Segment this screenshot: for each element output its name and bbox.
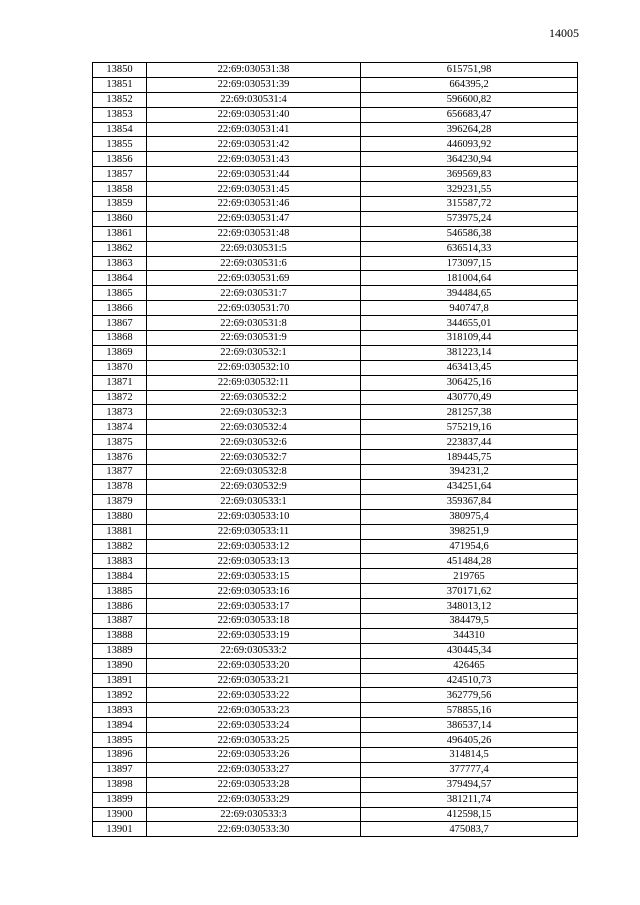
value-cell: 426465 (361, 658, 578, 673)
cadastral-number-cell: 22:69:030531:47 (147, 211, 361, 226)
value-cell: 664395,2 (361, 77, 578, 92)
table-row (93, 420, 578, 435)
table-row (93, 494, 578, 509)
row-number-cell: 13891 (93, 673, 147, 688)
table-row (93, 599, 578, 614)
cadastral-number-cell: 22:69:030533:11 (147, 524, 361, 539)
table-row (93, 390, 578, 405)
value-cell: 380975,4 (361, 509, 578, 524)
cadastral-number-cell: 22:69:030533:19 (147, 628, 361, 643)
row-number-cell: 13861 (93, 226, 147, 241)
table-row (93, 107, 578, 122)
value-cell: 430445,34 (361, 643, 578, 658)
table-row (93, 345, 578, 360)
value-cell: 315587,72 (361, 197, 578, 212)
table-row (93, 718, 578, 733)
value-cell: 636514,33 (361, 241, 578, 256)
cadastral-number-cell: 22:69:030532:6 (147, 435, 361, 450)
row-number-cell: 13882 (93, 539, 147, 554)
table-row (93, 450, 578, 465)
row-number-cell: 13900 (93, 807, 147, 822)
row-number-cell: 13893 (93, 703, 147, 718)
table-row (93, 63, 578, 78)
value-cell: 424510,73 (361, 673, 578, 688)
cadastral-number-cell: 22:69:030533:30 (147, 822, 361, 837)
row-number-cell: 13866 (93, 301, 147, 316)
row-number-cell: 13871 (93, 375, 147, 390)
table-row (93, 375, 578, 390)
value-cell: 396264,28 (361, 122, 578, 137)
table-row (93, 524, 578, 539)
value-cell: 573975,24 (361, 211, 578, 226)
cadastral-number-cell: 22:69:030533:25 (147, 733, 361, 748)
cadastral-number-cell: 22:69:030531:45 (147, 182, 361, 197)
value-cell: 344655,01 (361, 316, 578, 331)
table-row (93, 584, 578, 599)
cadastral-number-cell: 22:69:030533:20 (147, 658, 361, 673)
table-row (93, 435, 578, 450)
value-cell: 329231,55 (361, 182, 578, 197)
row-number-cell: 13881 (93, 524, 147, 539)
value-cell: 471954,6 (361, 539, 578, 554)
row-number-cell: 13883 (93, 554, 147, 569)
row-number-cell: 13868 (93, 331, 147, 346)
row-number-cell: 13892 (93, 688, 147, 703)
row-number-cell: 13852 (93, 92, 147, 107)
cadastral-number-cell: 22:69:030533:22 (147, 688, 361, 703)
cadastral-number-cell: 22:69:030532:10 (147, 360, 361, 375)
cadastral-number-cell: 22:69:030531:4 (147, 92, 361, 107)
row-number-cell: 13877 (93, 465, 147, 480)
cadastral-number-cell: 22:69:030533:26 (147, 747, 361, 762)
cadastral-number-cell: 22:69:030531:38 (147, 63, 361, 78)
table-row (93, 569, 578, 584)
value-cell: 412598,15 (361, 807, 578, 822)
cadastral-number-cell: 22:69:030533:28 (147, 777, 361, 792)
row-number-cell: 13878 (93, 479, 147, 494)
value-cell: 463413,45 (361, 360, 578, 375)
page-number: 14005 (549, 26, 579, 40)
row-number-cell: 13863 (93, 256, 147, 271)
row-number-cell: 13853 (93, 107, 147, 122)
table-row (93, 226, 578, 241)
table-row (93, 613, 578, 628)
table-row (93, 167, 578, 182)
table-row (93, 286, 578, 301)
cadastral-number-cell: 22:69:030531:69 (147, 271, 361, 286)
table-row (93, 703, 578, 718)
row-number-cell: 13898 (93, 777, 147, 792)
row-number-cell: 13864 (93, 271, 147, 286)
table-row (93, 733, 578, 748)
row-number-cell: 13884 (93, 569, 147, 584)
row-number-cell: 13879 (93, 494, 147, 509)
table-row (93, 554, 578, 569)
cadastral-number-cell: 22:69:030531:46 (147, 197, 361, 212)
table-row (93, 256, 578, 271)
cadastral-number-cell: 22:69:030532:4 (147, 420, 361, 435)
value-cell: 386537,14 (361, 718, 578, 733)
cadastral-number-cell: 22:69:030532:7 (147, 450, 361, 465)
value-cell: 575219,16 (361, 420, 578, 435)
cadastral-number-cell: 22:69:030533:17 (147, 599, 361, 614)
cadastral-number-cell: 22:69:030533:13 (147, 554, 361, 569)
row-number-cell: 13867 (93, 316, 147, 331)
cadastral-number-cell: 22:69:030533:16 (147, 584, 361, 599)
value-cell: 359367,84 (361, 494, 578, 509)
cadastral-number-cell: 22:69:030532:11 (147, 375, 361, 390)
row-number-cell: 13865 (93, 286, 147, 301)
table-row (93, 360, 578, 375)
row-number-cell: 13874 (93, 420, 147, 435)
value-cell: 475083,7 (361, 822, 578, 837)
row-number-cell: 13855 (93, 137, 147, 152)
row-number-cell: 13872 (93, 390, 147, 405)
value-cell: 381223,14 (361, 345, 578, 360)
row-number-cell: 13862 (93, 241, 147, 256)
value-cell: 377777,4 (361, 762, 578, 777)
value-cell: 369569,83 (361, 167, 578, 182)
value-cell: 615751,98 (361, 63, 578, 78)
table-row (93, 465, 578, 480)
table-row (93, 271, 578, 286)
table-row (93, 792, 578, 807)
value-cell: 384479,5 (361, 613, 578, 628)
table-row (93, 152, 578, 167)
row-number-cell: 13895 (93, 733, 147, 748)
row-number-cell: 13858 (93, 182, 147, 197)
cadastral-number-cell: 22:69:030533:24 (147, 718, 361, 733)
value-cell: 434251,64 (361, 479, 578, 494)
value-cell: 370171,62 (361, 584, 578, 599)
cadastral-number-cell: 22:69:030531:70 (147, 301, 361, 316)
table-row (93, 405, 578, 420)
value-cell: 348013,12 (361, 599, 578, 614)
row-number-cell: 13873 (93, 405, 147, 420)
value-cell: 656683,47 (361, 107, 578, 122)
value-cell: 318109,44 (361, 331, 578, 346)
row-number-cell: 13869 (93, 345, 147, 360)
table-row (93, 777, 578, 792)
value-cell: 596600,82 (361, 92, 578, 107)
table-row (93, 331, 578, 346)
table-row (93, 479, 578, 494)
table-row (93, 211, 578, 226)
cadastral-number-cell: 22:69:030533:10 (147, 509, 361, 524)
row-number-cell: 13897 (93, 762, 147, 777)
table-row (93, 137, 578, 152)
table-row (93, 509, 578, 524)
table-body (93, 63, 578, 837)
cadastral-number-cell: 22:69:030531:43 (147, 152, 361, 167)
row-number-cell: 13859 (93, 197, 147, 212)
table-row (93, 628, 578, 643)
value-cell: 181004,64 (361, 271, 578, 286)
data-table (92, 62, 578, 837)
cadastral-number-cell: 22:69:030531:5 (147, 241, 361, 256)
value-cell: 394231,2 (361, 465, 578, 480)
table-row (93, 688, 578, 703)
value-cell: 379494,57 (361, 777, 578, 792)
row-number-cell: 13856 (93, 152, 147, 167)
cadastral-number-cell: 22:69:030531:48 (147, 226, 361, 241)
row-number-cell: 13860 (93, 211, 147, 226)
value-cell: 314814,5 (361, 747, 578, 762)
value-cell: 362779,56 (361, 688, 578, 703)
table-row (93, 643, 578, 658)
value-cell: 219765 (361, 569, 578, 584)
row-number-cell: 13885 (93, 584, 147, 599)
row-number-cell: 13880 (93, 509, 147, 524)
cadastral-number-cell: 22:69:030533:12 (147, 539, 361, 554)
value-cell: 306425,16 (361, 375, 578, 390)
table-row (93, 92, 578, 107)
row-number-cell: 13888 (93, 628, 147, 643)
cadastral-number-cell: 22:69:030531:44 (147, 167, 361, 182)
cadastral-number-cell: 22:69:030531:7 (147, 286, 361, 301)
row-number-cell: 13901 (93, 822, 147, 837)
value-cell: 430770,49 (361, 390, 578, 405)
cadastral-number-cell: 22:69:030532:3 (147, 405, 361, 420)
table-row (93, 301, 578, 316)
row-number-cell: 13851 (93, 77, 147, 92)
row-number-cell: 13887 (93, 613, 147, 628)
cadastral-number-cell: 22:69:030533:29 (147, 792, 361, 807)
cadastral-number-cell: 22:69:030532:2 (147, 390, 361, 405)
cadastral-number-cell: 22:69:030532:9 (147, 479, 361, 494)
cadastral-number-cell: 22:69:030531:40 (147, 107, 361, 122)
table-row (93, 658, 578, 673)
table-row (93, 807, 578, 822)
cadastral-number-cell: 22:69:030533:23 (147, 703, 361, 718)
cadastral-number-cell: 22:69:030532:1 (147, 345, 361, 360)
value-cell: 451484,28 (361, 554, 578, 569)
table-row (93, 77, 578, 92)
table-row (93, 673, 578, 688)
value-cell: 364230,94 (361, 152, 578, 167)
value-cell: 381211,74 (361, 792, 578, 807)
cadastral-number-cell: 22:69:030532:8 (147, 465, 361, 480)
table-row (93, 762, 578, 777)
value-cell: 940747,8 (361, 301, 578, 316)
cadastral-number-cell: 22:69:030531:41 (147, 122, 361, 137)
value-cell: 546586,38 (361, 226, 578, 241)
cadastral-number-cell: 22:69:030531:6 (147, 256, 361, 271)
value-cell: 189445,75 (361, 450, 578, 465)
cadastral-number-cell: 22:69:030533:15 (147, 569, 361, 584)
value-cell: 394484,65 (361, 286, 578, 301)
row-number-cell: 13894 (93, 718, 147, 733)
table-row (93, 182, 578, 197)
cadastral-number-cell: 22:69:030533:21 (147, 673, 361, 688)
table-row (93, 539, 578, 554)
table-row (93, 197, 578, 212)
table-row (93, 241, 578, 256)
value-cell: 496405,26 (361, 733, 578, 748)
row-number-cell: 13857 (93, 167, 147, 182)
value-cell: 446093,92 (361, 137, 578, 152)
table-row (93, 822, 578, 837)
cadastral-number-cell: 22:69:030533:1 (147, 494, 361, 509)
cadastral-number-cell: 22:69:030531:39 (147, 77, 361, 92)
cadastral-number-cell: 22:69:030533:18 (147, 613, 361, 628)
cadastral-number-cell: 22:69:030533:2 (147, 643, 361, 658)
cadastral-number-cell: 22:69:030531:9 (147, 331, 361, 346)
cadastral-number-cell: 22:69:030531:8 (147, 316, 361, 331)
table-row (93, 747, 578, 762)
row-number-cell: 13886 (93, 599, 147, 614)
value-cell: 578855,16 (361, 703, 578, 718)
value-cell: 223837,44 (361, 435, 578, 450)
value-cell: 398251,9 (361, 524, 578, 539)
row-number-cell: 13889 (93, 643, 147, 658)
row-number-cell: 13850 (93, 63, 147, 78)
row-number-cell: 13870 (93, 360, 147, 375)
row-number-cell: 13890 (93, 658, 147, 673)
cadastral-number-cell: 22:69:030531:42 (147, 137, 361, 152)
table-row (93, 316, 578, 331)
cadastral-number-cell: 22:69:030533:3 (147, 807, 361, 822)
table-row (93, 122, 578, 137)
value-cell: 173097,15 (361, 256, 578, 271)
row-number-cell: 13896 (93, 747, 147, 762)
value-cell: 344310 (361, 628, 578, 643)
row-number-cell: 13854 (93, 122, 147, 137)
row-number-cell: 13876 (93, 450, 147, 465)
cadastral-number-cell: 22:69:030533:27 (147, 762, 361, 777)
row-number-cell: 13875 (93, 435, 147, 450)
value-cell: 281257,38 (361, 405, 578, 420)
row-number-cell: 13899 (93, 792, 147, 807)
